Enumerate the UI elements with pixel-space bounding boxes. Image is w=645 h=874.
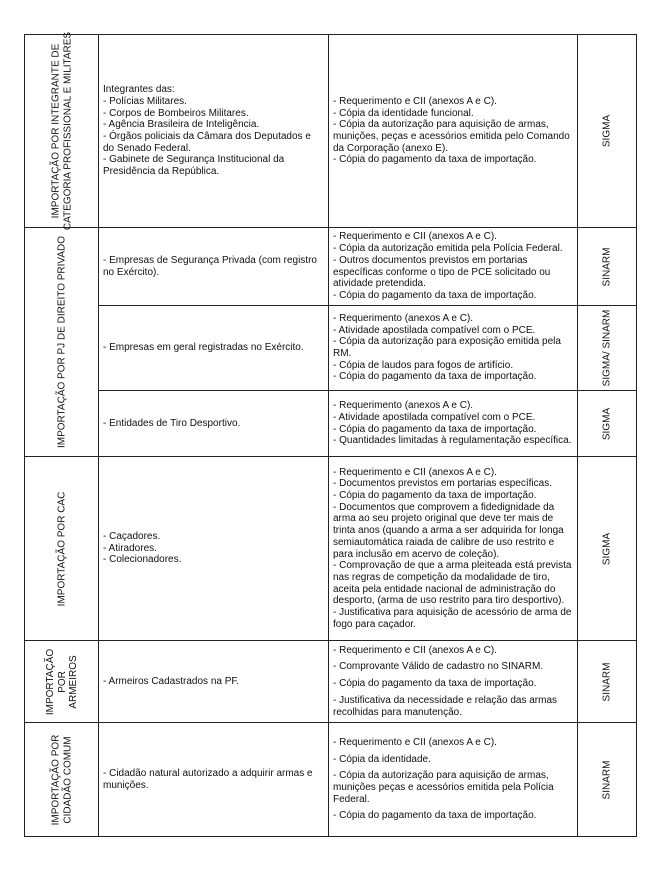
document-item: - Cópia da autorização para exposição emitida pela RM. [333,336,561,359]
category-cell [25,31,99,231]
document-item: - Cópia da autorização para aquisição de armas, munições peças e acessórios emitida pela Polícia Federal. [333,770,554,805]
document-item: - Cópia de laudos para fogos de artifício. [333,359,514,371]
agency-label: SINARM [601,662,613,701]
document-item: - Documentos previstos em portarias específicas. [333,478,552,490]
who-cell [99,306,329,391]
agency-label: SINARM [601,760,613,799]
who-cell [99,457,329,641]
category-label: IMPORTAÇÃO POR CIDADÃO COMUM [50,734,73,825]
category-label: IMPORTAÇÃO POR PJ DE DIREITO PRIVADO [55,235,67,449]
who-item: - Colecionadores. [103,554,182,566]
category-label: IMPORTAÇÃO POR ARMEIROS [44,648,79,715]
document-item: - Requerimento (anexos A e C). [333,400,474,412]
who-item: - Caçadores. [103,530,161,542]
who-item: - Corpos de Bombeiros Militares. [103,107,249,119]
document-item: - Cópia da autorização emitida pela Polícia Federal. [333,243,563,255]
document-item: - Cópia do pagamento da taxa de importação. [333,810,537,822]
agency-cell [578,228,637,306]
document-item: - Cópia da autorização para aquisição de armas, munições, peças e acessórios emitida pelo Comando da Corporação (anexo E). [333,119,570,154]
document-item: - Cópia do pagamento da taxa de importação. [333,423,537,435]
document-item: - Requerimento e CII (anexos A e C). [333,95,497,107]
document-item: - Requerimento (anexos A e C). [333,312,474,324]
document-item: - Cópia do pagamento da taxa de importação. [333,289,537,301]
document-item: - Requerimento e CII (anexos A e C). [333,736,497,748]
agency-cell [578,391,637,457]
who-item: - Empresas em geral registradas no Exército. [103,342,304,354]
who-item: - Atiradores. [103,542,157,554]
document-item: - Comprovação de que a arma pleiteada está prevista nas regras de competição da modalidade de tiro, aceita pela entidade nacional de administração do desporto, (arma de uso restrito para tiro desportivo). [333,560,572,607]
documents-cell [329,35,578,228]
document-item: - Requerimento e CII (anexos A e C). [333,466,497,478]
who-item: - Cidadão natural autorizado a adquirir armas e munições. [103,767,313,791]
who-item: - Gabinete de Segurança Institucional da Presidência da República. [103,154,285,178]
who-item: - Empresas de Segurança Privada (com registro no Exército). [103,254,317,278]
who-cell [99,391,329,457]
agency-cell [578,306,637,391]
document-item: - Cópia da identidade funcional. [333,107,474,119]
document-item: - Quantidades limitadas à regulamentação específica. [333,435,572,447]
agency-label: SIGMA/ SINARM [601,309,613,387]
category-cell [25,723,99,837]
document-item: - Requerimento e CII (anexos A e C). [333,231,497,243]
documents-cell [329,641,578,723]
table-row [25,391,637,457]
document-item: - Outros documentos previstos em portarias específicas conforme o tipo de PCE solicitado ou atividade pretendida. [333,254,551,290]
category-label: IMPORTAÇÃO POR INTEGRANTE DE CATEGORIA PROFISSIONAL E MILITARES [50,31,73,231]
who-cell [99,641,329,723]
category-label: IMPORTAÇÃO POR CAC [55,491,67,606]
document-item: - Requerimento e CII (anexos A e C). [333,644,497,656]
who-item: - Órgãos policiais da Câmara dos Deputados e do Senado Federal. [103,131,311,154]
who-cell [99,723,329,837]
table-row [25,457,637,641]
import-requirements-table [24,31,637,837]
agency-label: SINARM [601,247,613,286]
documents-cell [329,723,578,837]
category-cell [25,228,99,457]
agency-label: SIGMA [601,407,613,440]
document-item: - Justificativa para aquisição de acessório de arma de fogo para caçador. [333,607,572,630]
agency-cell [578,641,637,723]
document-item: - Cópia do pagamento da taxa de importação. [333,371,537,383]
documents-cell [329,228,578,306]
category-cell [25,641,99,723]
agency-label: SIGMA [601,532,613,565]
category-cell [25,457,99,641]
agency-label: SIGMA [601,114,613,148]
document-item: - Cópia do pagamento da taxa de importação. [333,678,537,690]
documents-cell [329,306,578,391]
who-item: - Armeiros Cadastrados na PF. [103,675,240,687]
table-row [25,723,637,837]
agency-cell [578,723,637,837]
document-item: - Comprovante Válido de cadastro no SINARM. [333,661,544,673]
document-item: - Atividade apostilada compatível com o PCE. [333,324,536,336]
who-cell [99,35,329,228]
who-item: - Entidades de Tiro Desportivo. [103,417,241,429]
who-cell [99,228,329,306]
who-item: - Agência Brasileira de Inteligência. [103,119,260,131]
table-row [25,306,637,391]
documents-cell [329,457,578,641]
who-item: - Polícias Militares. [103,95,187,107]
documents-cell [329,391,578,457]
table-row [25,228,637,306]
table-row [25,35,637,228]
document-item: - Documentos que comprovem a fidedignidade da arma ao seu projeto original que deve ter mais de trinta anos (quando a arma a ser adquirida for longa semiautomática raiada de calibre de uso restrito e para inclusão em acervo de coleção). [333,501,564,560]
table-row [25,641,637,723]
document-item: - Cópia da identidade. [333,753,431,765]
agency-cell [578,457,637,641]
who-title: Integrantes das: [103,84,175,96]
document-item: - Cópia do pagamento da taxa de importação. [333,489,537,501]
document-item: - Cópia do pagamento da taxa de importação. [333,154,537,166]
document-item: - Justificativa da necessidade e relação das armas recolhidas para manutenção. [333,694,558,718]
document-item: - Atividade apostilada compatível com o PCE. [333,411,536,423]
agency-cell [578,35,637,228]
